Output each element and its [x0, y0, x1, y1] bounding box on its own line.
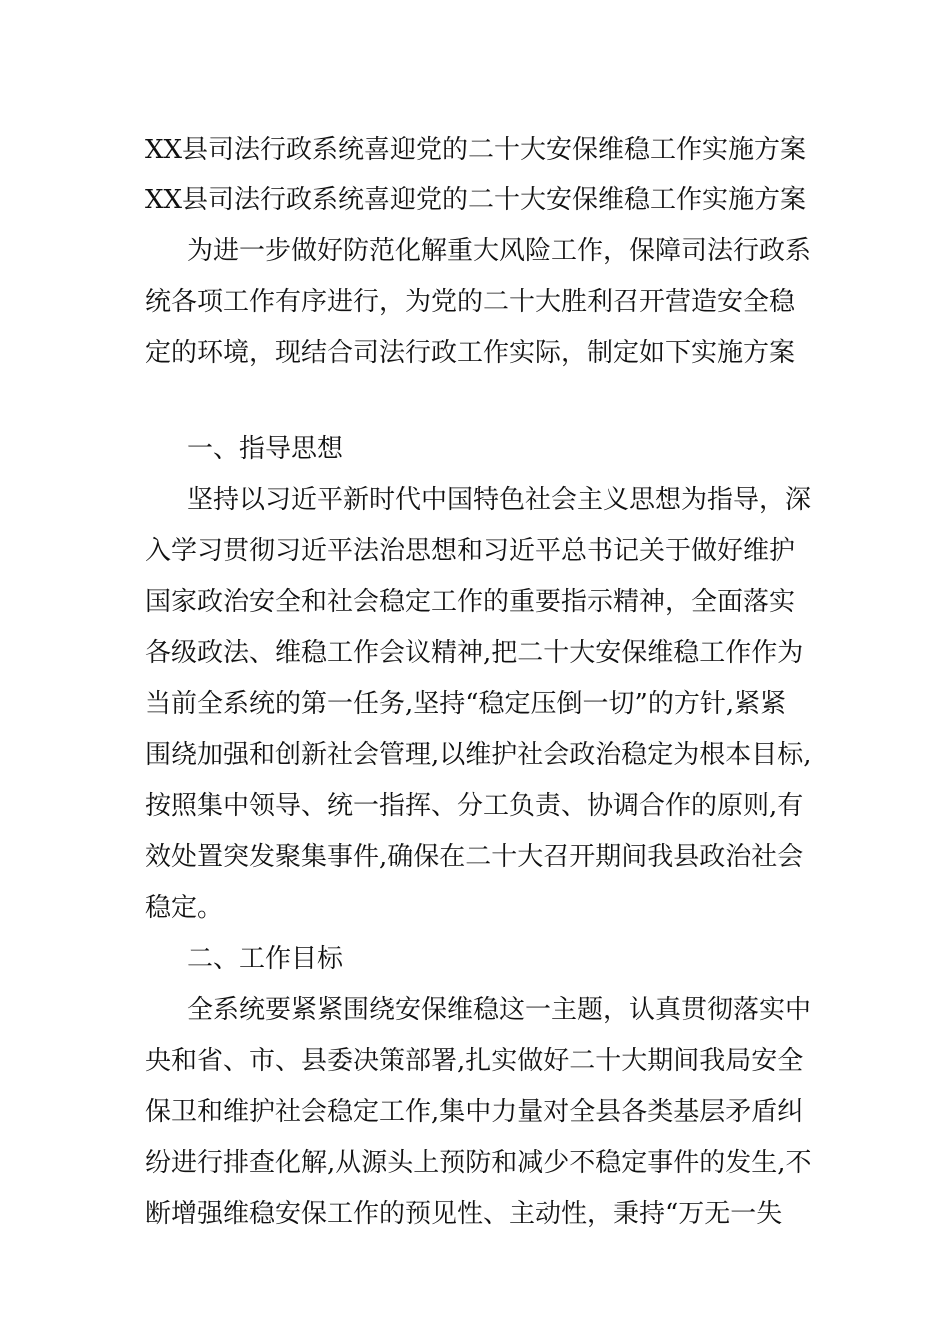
- section-1-line: 按照集中领导、统一指挥、分工负责、协调合作的原则,有: [145, 791, 804, 821]
- section-1-line: 稳定。: [145, 893, 224, 923]
- section-2-line: 央和省、市、县委决策部署,扎实做好二十大期间我局安全: [145, 1046, 804, 1076]
- section-1-line: 围绕加强和创新社会管理,以维护社会政治稳定为根本目标,: [145, 740, 812, 770]
- section-1-line: 效处置突发聚集事件,确保在二十大召开期间我县政治社会: [145, 842, 804, 872]
- section-2-line: 断增强维稳安保工作的预见性、主动性，秉持“万无一失: [145, 1199, 783, 1229]
- document-title-line-1: XX县司法行政系统喜迎党的二十大安保维稳工作实施方案: [145, 135, 807, 165]
- section-1-heading: 一、指导思想: [187, 434, 344, 464]
- section-2-line: 保卫和维护社会稳定工作,集中力量对全县各类基层矛盾纠: [145, 1097, 804, 1127]
- section-2-line: 全系统要紧紧围绕安保维稳这一主题，认真贯彻落实中: [187, 995, 812, 1025]
- intro-line: 为进一步做好防范化解重大风险工作，保障司法行政系: [187, 236, 812, 266]
- intro-line: 定的环境，现结合司法行政工作实际，制定如下实施方案: [145, 338, 796, 368]
- section-1-line: 国家政治安全和社会稳定工作的重要指示精神，全面落实: [145, 587, 796, 617]
- section-2-heading: 二、工作目标: [187, 944, 344, 974]
- section-1-line: 入学习贯彻习近平法治思想和习近平总书记关于做好维护: [145, 536, 796, 566]
- document-title-line-2: XX县司法行政系统喜迎党的二十大安保维稳工作实施方案: [145, 185, 807, 215]
- section-2-line: 纷进行排查化解,从源头上预防和减少不稳定事件的发生,不: [145, 1148, 812, 1178]
- intro-line: 统各项工作有序进行，为党的二十大胜利召开营造安全稳: [145, 287, 796, 317]
- section-1-line: 当前全系统的第一任务,坚持“稳定压倒一切”的方针,紧紧: [145, 689, 787, 719]
- section-1-line: 各级政法、维稳工作会议精神,把二十大安保维稳工作作为: [145, 638, 804, 668]
- section-1-line: 坚持以习近平新时代中国特色社会主义思想为指导，深: [187, 485, 812, 515]
